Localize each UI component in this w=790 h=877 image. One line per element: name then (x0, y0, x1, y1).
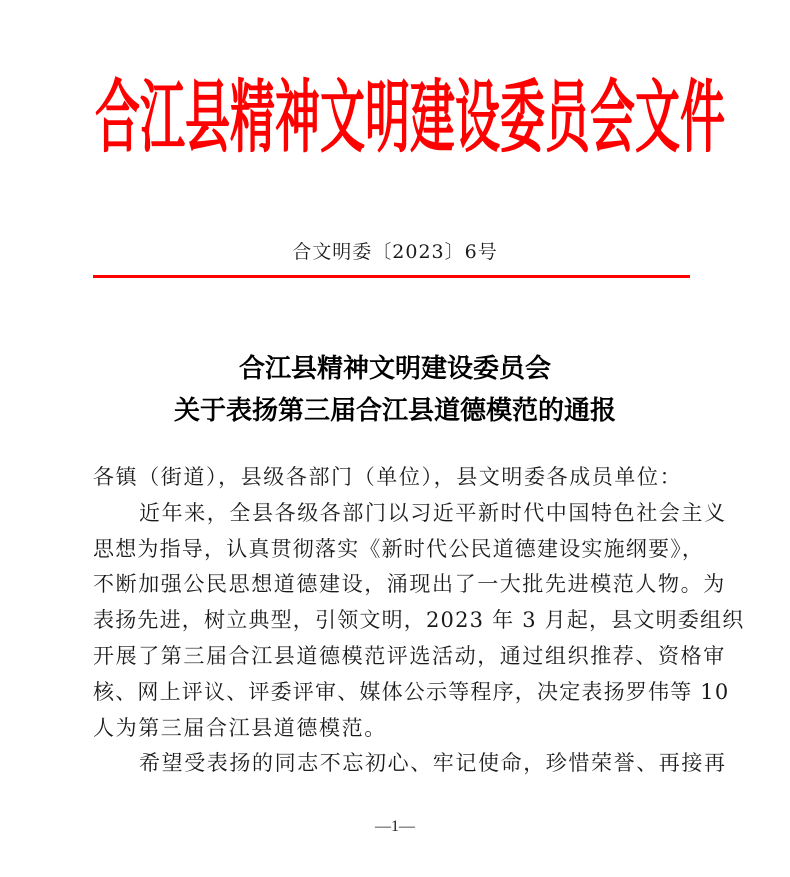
body-line-2: 思想为指导，认真贯彻落实《新时代公民道德建设实施纲要》， (93, 536, 705, 561)
body-line-7: 人为第三届合江县道德模范。 (93, 715, 387, 740)
body-line-6: 核、网上评议、评委评审、媒体公示等程序，决定表扬罗伟等 10 (93, 679, 730, 704)
page-number: —1— (375, 818, 415, 835)
document-body (93, 460, 745, 782)
document-title-line-1: 合江县精神文明建设委员会 (238, 354, 551, 384)
body-line-1: 近年来，全县各级各部门以习近平新时代中国特色社会主义 (139, 500, 727, 525)
salutation: 各镇（街道），县级各部门（单位），县文明委各成员单位： (93, 465, 683, 489)
masthead-title: 合江县精神文明建设委员会文件 (95, 71, 726, 164)
document-number: 合文明委〔2023〕6号 (292, 241, 498, 263)
body-line-5: 开展了第三届合江县道德模范评选活动，通过组织推荐、资格审 (93, 643, 726, 668)
masthead-header (95, 60, 726, 170)
document-title-line-2: 关于表扬第三届合江县道德模范的通报 (173, 396, 616, 426)
red-divider-line (93, 275, 690, 278)
body-line-4: 表扬先进，树立典型，引领文明，2023 年 3 月起，县文明委组织 (93, 608, 745, 633)
body-line-3: 不断加强公民思想道德建设，涌现出了一大批先进模范人物。为 (93, 572, 726, 597)
document-title (95, 348, 695, 432)
body-line-8: 希望受表扬的同志不忘初心、牢记使命，珍惜荣誉、再接再 (139, 751, 727, 776)
